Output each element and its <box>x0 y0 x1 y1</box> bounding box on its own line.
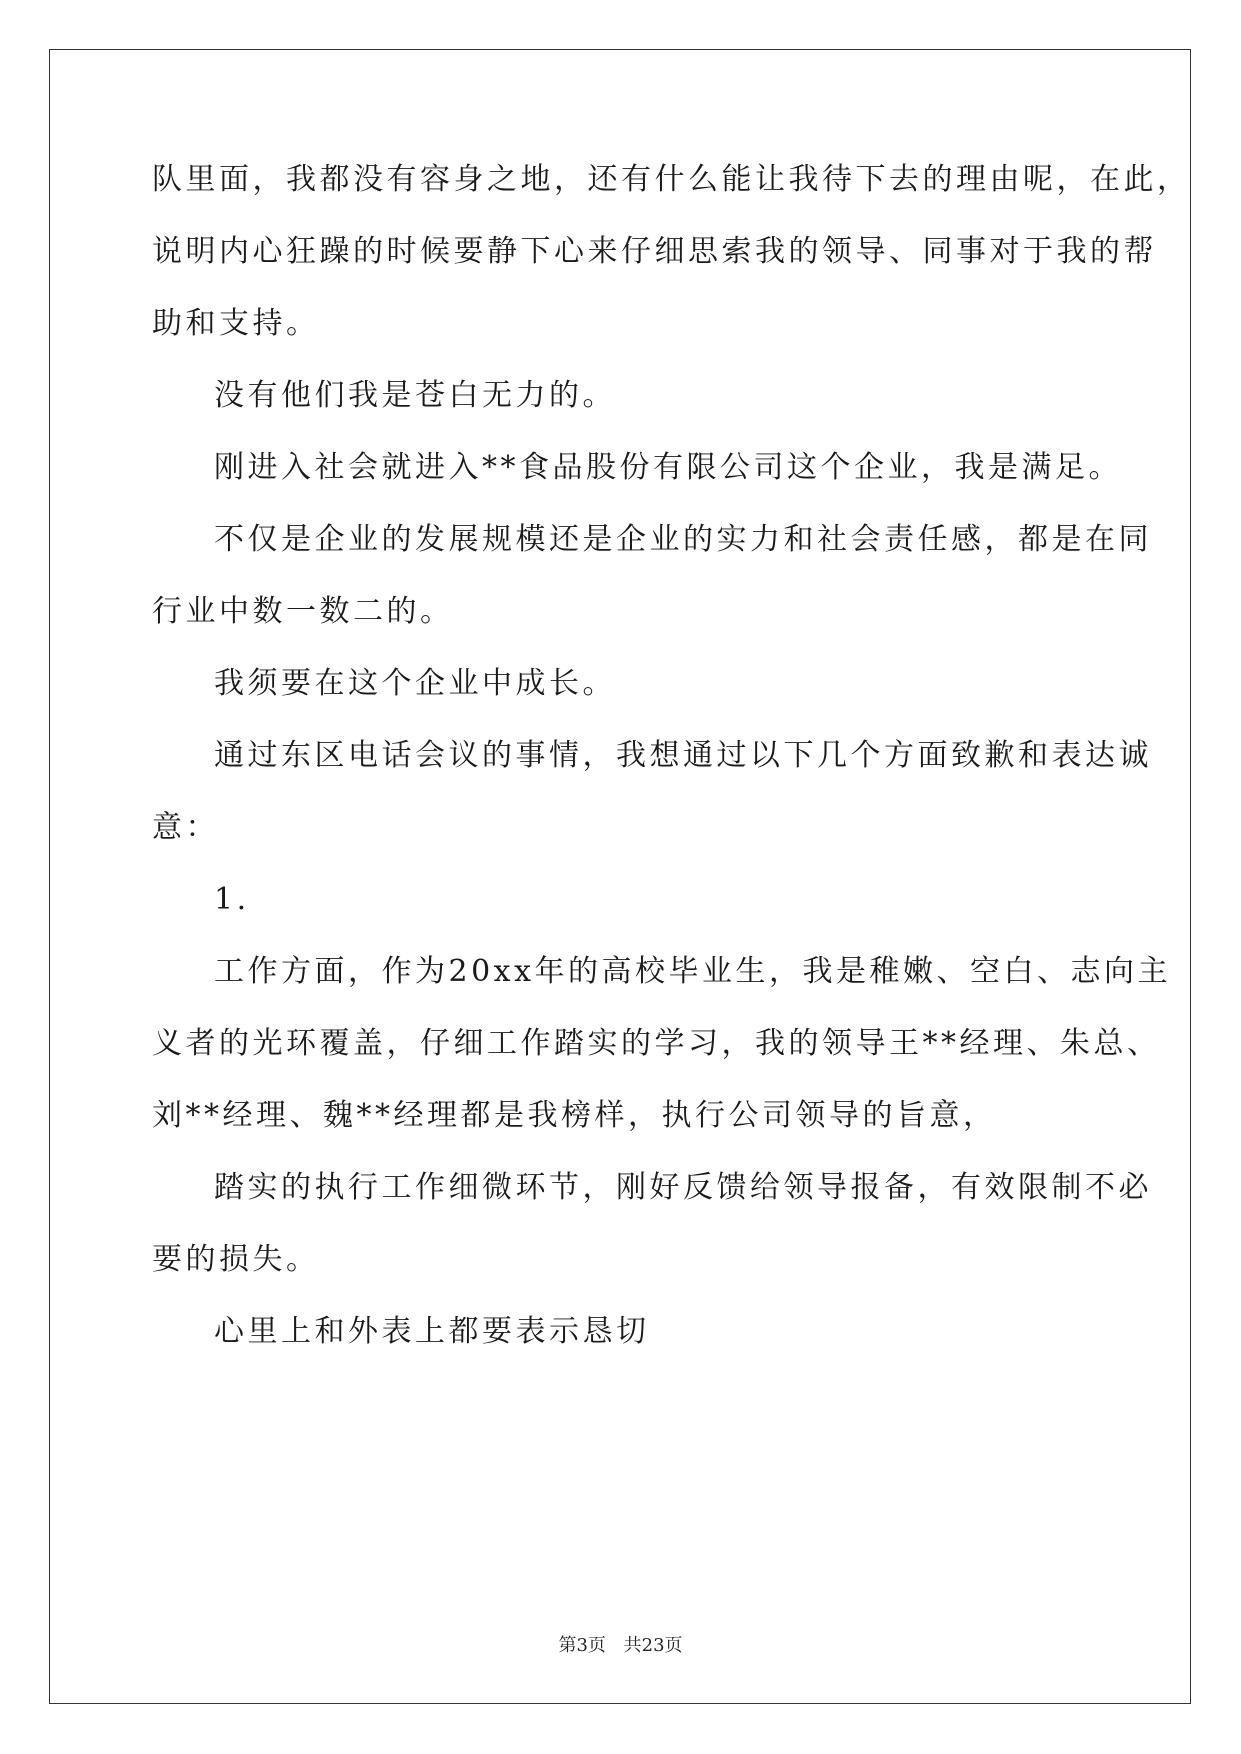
text-line: 工作方面，作为20xx年的高校毕业生，我是稚嫩、空白、志向主 <box>214 954 1172 989</box>
text-line: 没有他们我是苍白无力的。 <box>214 378 616 413</box>
page-total: 共23页 <box>623 1635 683 1656</box>
text-line: 心里上和外表上都要表示恳切 <box>214 1314 650 1349</box>
text-line: 刚进入社会就进入**食品股份有限公司这个企业，我是满足。 <box>214 450 1122 485</box>
text-line: 意： <box>152 810 219 845</box>
text-line: 助和支持。 <box>152 306 320 341</box>
text-line: 义者的光环覆盖，仔细工作踏实的学习，我的领导王**经理、朱总、 <box>152 1026 1161 1061</box>
text-line: 说明内心狂躁的时候要静下心来仔细思索我的领导、同事对于我的帮 <box>152 234 1157 269</box>
page-border <box>49 49 1191 1704</box>
text-line: 队里面，我都没有容身之地，还有什么能让我待下去的理由呢，在此， <box>152 162 1191 197</box>
text-line: 通过东区电话会议的事情，我想通过以下几个方面致歉和表达诚 <box>214 738 1152 773</box>
page-footer <box>0 1634 1241 1658</box>
text-line: 我须要在这个企业中成长。 <box>214 666 616 701</box>
text-line: 1. <box>214 882 250 917</box>
text-line: 不仅是企业的发展规模还是企业的实力和社会责任感，都是在同 <box>214 522 1152 557</box>
text-line: 行业中数一数二的。 <box>152 594 454 629</box>
text-line: 踏实的执行工作细微环节，刚好反馈给领导报备，有效限制不必 <box>214 1170 1152 1205</box>
text-line: 要的损失。 <box>152 1242 320 1277</box>
page-number: 第3页 <box>558 1635 606 1656</box>
text-line: 刘**经理、魏**经理都是我榜样，执行公司领导的旨意， <box>152 1098 997 1133</box>
